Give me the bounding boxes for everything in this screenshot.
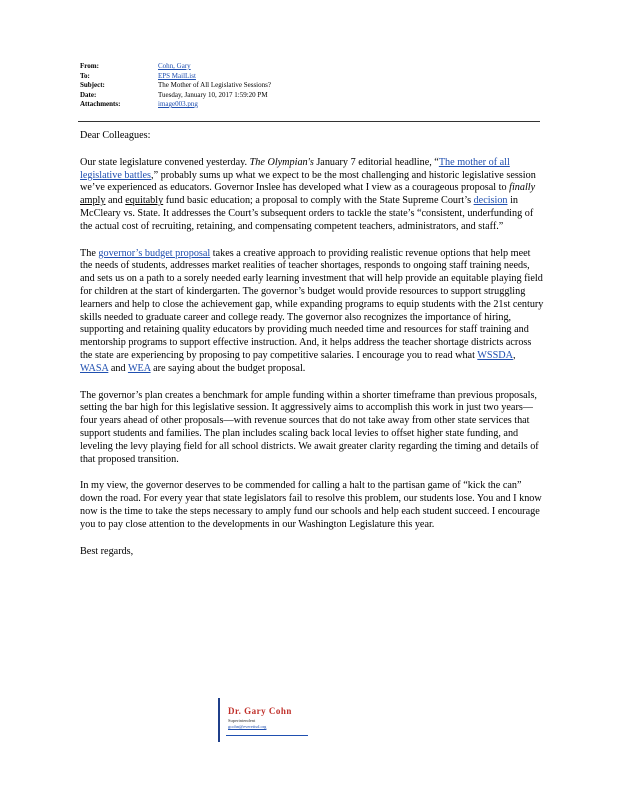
greeting: Dear Colleagues: [80,130,151,141]
to-row [80,72,540,82]
date-value: Tuesday, January 10, 2017 1:59:20 PM [158,90,268,99]
p1-text-1: Our state legislature convened yesterday. [80,156,250,168]
subject-value: The Mother of All Legislative Sessions? [158,81,271,89]
to-value[interactable]: EPS MailList [158,71,196,80]
mother-of-all-battles-link[interactable]: The mother of all legislative battles [80,156,510,181]
date-label: Date: [80,90,97,99]
p2-text-1: The [80,247,99,259]
paragraph-3: The governor’s plan creates a benchmark for ample funding within a shorter timeframe than previous proposals, setting the bar high for this legislative session. It aggressively aims to accomplish this work in just two years—four years ahead of other proposals—with revenue sources that do not take away from other state services that support students and families. The plan includes scaling back local levies to offset higher state funding, and leveling the levy playing field for all school districts. We await greater clarity regarding the timing and details of that proposed transition. [80,389,539,465]
attachments-row [80,100,540,110]
date-row [80,91,540,101]
to-label: To: [80,71,90,80]
p2-text-3: , [512,349,516,361]
attachment-link[interactable]: image003.png [158,100,198,108]
wasa-link[interactable]: WASA [80,362,109,374]
olympian-title: The Olympian's [249,156,314,168]
finally-text: finally [509,182,536,194]
p2-text-2: takes a creative approach to providing realistic revenue options that help meet the needs of students, addresses market realities of teacher shortages, responds to ongoing staff training needs, and sets us on a path to a sorely needed early learning investment that will help provide an equitable playing field for children at the start of kindergarten. The governor’s budget would provide resources to support struggling learners and help to close the achievement gap, while expanding programs to equip students with the 21st century skills needed to graduate career and college ready. The governor also recognizes the importance of hiring, supporting and retaining quality educators by providing much needed time and resources for staff training and mentorship programs to support effective instruction. And, it helps address the teacher shortage districts across the state are experiencing by proposing to pay competitive salaries. I encourage you to read what [80,247,544,361]
p1-text-2: January 7 editorial headline, “ [313,156,439,168]
p1-text-3: ,” probably sums up what we expect to be the most challenging and historic legislative session we’ve experienced as educators. Governor Inslee has developed what I view as a courageous proposal to [80,169,536,194]
subject-row [80,81,540,91]
paragraph-2 [80,248,544,376]
signature-underline [226,735,308,736]
email-header [80,62,540,110]
paragraph-4: In my view, the governor deserves to be commended for calling a halt to the partisan game of “kick the can” down the road. For every year that state legislators fail to resolve this problem, our students lose. You and I know now is the time to take the steps necessary to amply fund our schools and help each student succeed. I encourage you to pay close attention to the developments in our Washington Legislature this year. [80,480,542,530]
signature-email-link[interactable]: gcohn@everettsd.org [228,724,267,729]
wssda-link[interactable]: WSSDA [477,349,513,361]
closing: Best regards, [80,545,134,557]
p1-text-6: fund basic education; a proposal to comply with the State Supreme Court’s [163,195,474,207]
signature-name: Dr. Gary Cohn [228,706,292,716]
p2-text-4: and [108,362,128,374]
attachments-label: Attachments: [80,100,121,108]
from-value[interactable]: Cohn, Gary [158,62,191,70]
from-row [80,62,540,72]
amply-text: amply [80,195,106,207]
equitably-text: equitably [125,195,164,207]
signature-title: Superintendent [228,718,256,723]
p2-text-5: are saying about the budget proposal. [150,362,306,374]
subject-label: Subject: [80,81,105,89]
p1-text-7: in McCleary vs. State. It addresses the Court’s subsequent orders to tackle the state’s “consistent, underfunding of the actual cost of recruiting, retaining, and compensating competent teachers, administrators, and staff.” [80,195,534,232]
wea-link[interactable]: WEA [127,362,151,374]
from-label: From: [80,62,99,70]
email-body [80,130,544,572]
budget-proposal-link[interactable]: governor’s budget proposal [98,247,211,259]
paragraph-1 [80,157,544,234]
p1-text-5: and [105,195,126,207]
header-divider [78,121,540,122]
decision-link[interactable]: decision [473,195,508,207]
